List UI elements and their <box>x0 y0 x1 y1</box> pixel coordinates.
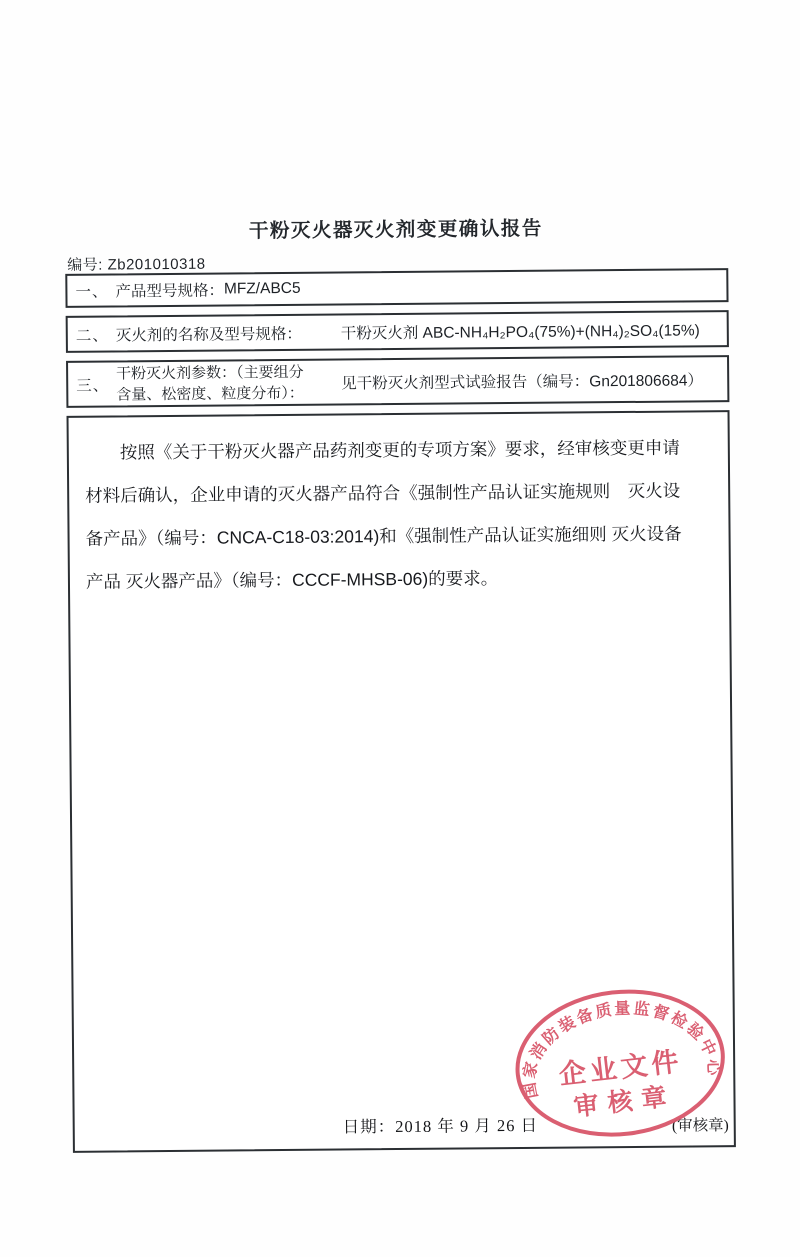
report-table <box>65 268 736 1153</box>
paragraph-line: 材料后确认，企业申请的灭火器产品符合《强制性产品认证实施规则 灭火设 <box>85 480 681 506</box>
row-number: 二、 <box>75 327 109 345</box>
stamp-center-line1: 企业文件 <box>557 1046 685 1090</box>
paragraph-line: 产品 灭火器产品》（编号：CCCF-MHSB-06)的要求。 <box>85 568 499 592</box>
document-title: 干粉灭火器灭火剂变更确认报告 <box>248 217 543 243</box>
table-row-product-model <box>65 268 728 308</box>
row-value: 干粉灭火剂 ABC-NH₄H₂PO₄(75%)+(NH₄)₂SO₄(15%) <box>340 321 700 343</box>
row-label-line2: 含量、松密度、粒度分布）： <box>116 384 304 403</box>
row-number: 一、 <box>75 283 109 301</box>
row-label <box>116 361 341 405</box>
date-line: 日期：2018 年 9 月 26 日 <box>342 1115 539 1137</box>
seal-note-label: (审核章) <box>671 1117 729 1135</box>
row-label: 灭火剂的名称及型号规格： <box>115 325 302 344</box>
document-ref-number: 编号: Zb201010318 <box>67 255 206 274</box>
approval-stamp <box>505 978 734 1148</box>
table-row-agent-parameters <box>66 355 729 408</box>
row-number: 三、 <box>76 377 110 395</box>
row-value: 见干粉灭火剂型式试验报告（编号：Gn201806684） <box>341 371 704 393</box>
row-label-line1: 干粉灭火剂参数：（主要组分 <box>116 363 304 382</box>
row-label: 产品型号规格： <box>115 282 225 301</box>
paragraph-line: 按照《关于干粉灭火器产品药剂变更的专项方案》要求，经审核变更申请 <box>119 437 680 463</box>
row-value: MFZ/ABC5 <box>223 279 301 298</box>
table-row-agent-name <box>66 310 729 353</box>
conclusion-paragraph <box>85 426 716 603</box>
stamp-center-line2: 审核章 <box>572 1082 677 1122</box>
table-row-conclusion <box>67 410 736 1153</box>
paragraph-line: 备产品》（编号：CNCA-C18-03:2014)和《强制性产品认证实施细则 灭火设备 <box>85 523 682 549</box>
stamp-arc-text: 国家消防装备质量监督检验中心 <box>521 1000 722 1100</box>
